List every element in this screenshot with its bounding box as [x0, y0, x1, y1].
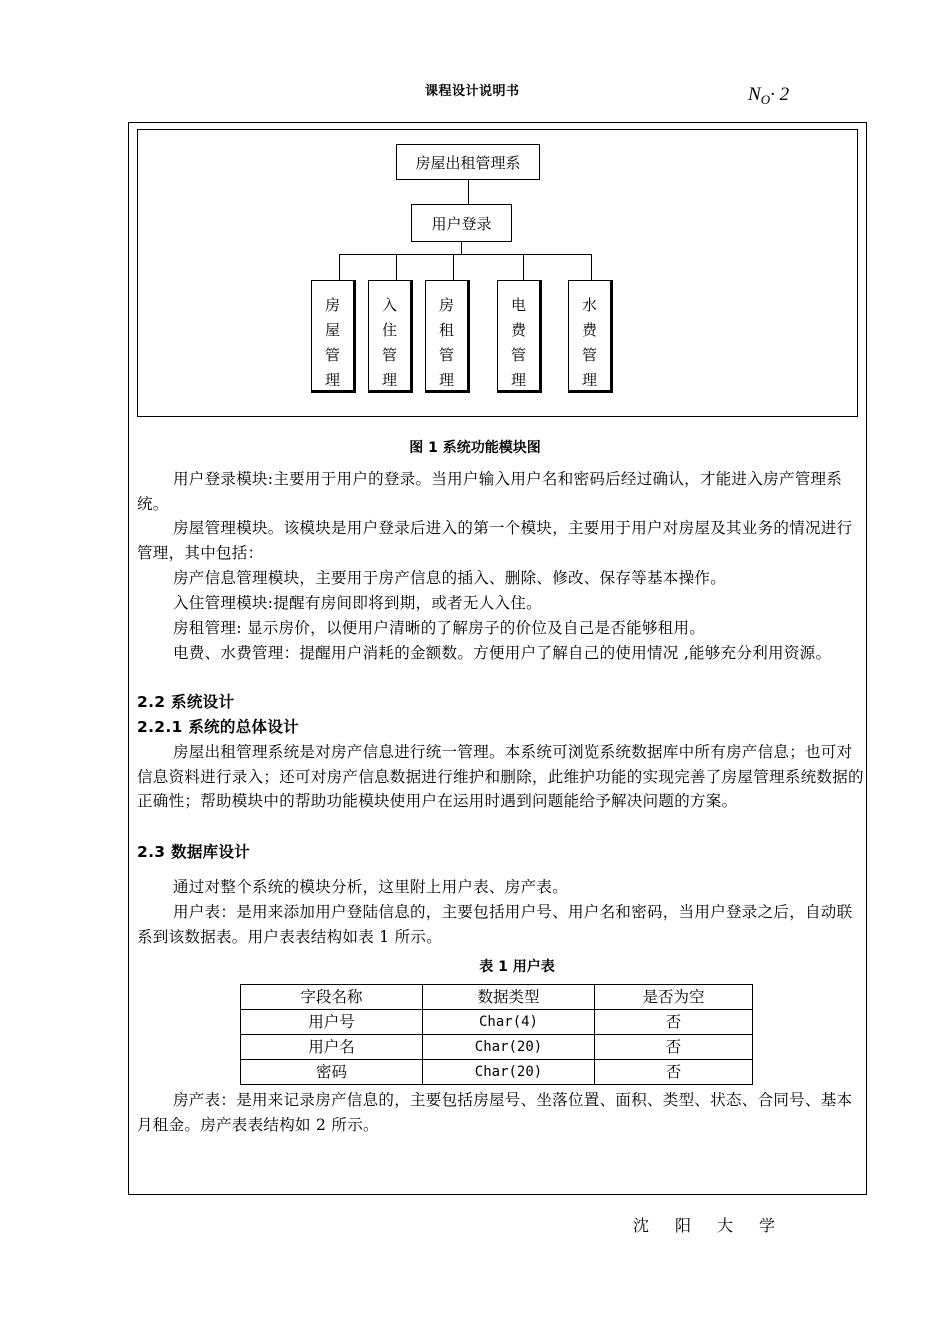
connector-line — [339, 254, 340, 280]
paragraph-house-module: 房屋管理模块。该模块是用户登录后进入的第一个模块，主要用于用户对房屋及其业务的情况进行管理，其中包括： — [137, 519, 853, 562]
diagram-root-label: 房屋出租管理系 — [415, 153, 521, 172]
module-char: 费 — [510, 321, 526, 339]
section-heading-2-2-1: 2.2.1 系统的总体设计 — [137, 718, 299, 736]
table-caption: 表 1 用户表 — [479, 959, 555, 975]
module-char: 理 — [324, 371, 340, 389]
connector-line — [468, 180, 469, 204]
paragraph-property-table: 房产表：是用来记录房产信息的，主要包括房屋号、坐落位置、面积、类型、状态、合同号、基本月租金。房产表表结构如 2 所示。 — [137, 1091, 853, 1134]
table-cell: 否 — [595, 1010, 753, 1035]
paragraph-login-module: 用户登录模块:主要用于用户的登录。当用户输入用户名和密码后经过确认，才能进入房产管理系统。 — [137, 470, 843, 513]
module-box-water — [568, 280, 613, 393]
module-char: 管 — [510, 346, 526, 364]
table-header-cell: 是否为空 — [595, 985, 753, 1010]
connector-line — [339, 254, 591, 255]
page-number-value: · 2 — [770, 84, 790, 105]
module-char: 管 — [381, 346, 397, 364]
section-heading-2-3: 2.3 数据库设计 — [137, 843, 251, 861]
table-header-cell: 数据类型 — [423, 985, 595, 1010]
module-char: 理 — [581, 371, 597, 389]
footer-university: 沈阳大学 — [633, 1216, 802, 1235]
page-number-sub: O — [760, 92, 771, 107]
module-char: 入 — [381, 296, 397, 314]
table-row — [241, 1010, 753, 1035]
module-box-electricity — [497, 280, 542, 393]
module-char: 理 — [510, 371, 526, 389]
user-table — [240, 984, 753, 1085]
module-box-checkin — [368, 280, 413, 393]
module-box-rent — [425, 280, 470, 393]
module-char: 管 — [438, 346, 454, 364]
diagram-login-box — [411, 204, 512, 242]
module-char: 房 — [324, 296, 340, 314]
table-cell: 用户号 — [241, 1010, 423, 1035]
paragraph-rent: 房租管理: 显示房价，以便用户清晰的了解房子的价位及自己是否能够租用。 — [173, 619, 706, 637]
module-char: 住 — [381, 321, 397, 339]
module-box-house — [311, 280, 356, 393]
table-row — [241, 1060, 753, 1085]
paragraph-db-intro: 通过对整个系统的模块分析，这里附上用户表、房产表。 — [173, 878, 569, 896]
module-char: 管 — [581, 346, 597, 364]
table-header-cell: 字段名称 — [241, 985, 423, 1010]
module-char: 理 — [381, 371, 397, 389]
page-number-label: N — [748, 84, 761, 105]
paragraph-checkin: 入住管理模块:提醒有房间即将到期，或者无人入住。 — [173, 594, 542, 612]
figure-caption: 图 1 系统功能模块图 — [409, 440, 541, 456]
table-cell: 密码 — [241, 1060, 423, 1085]
table-cell: 用户名 — [241, 1035, 423, 1060]
module-char: 水 — [581, 296, 597, 314]
connector-line — [396, 254, 397, 280]
module-char: 管 — [324, 346, 340, 364]
connector-line — [453, 254, 454, 280]
connector-line — [591, 254, 592, 280]
paragraph-overall-design: 房屋出租管理系统是对房产信息进行统一管理。本系统可浏览系统数据库中所有房产信息；也可对信息资料进行录入；还可对房产信息数据进行维护和删除，此维护功能的实现完善了房屋管理系统数据的正确性；帮助模块中的帮助功能模块使用户在运用时遇到问题能给予解决问题的方案。 — [137, 743, 864, 811]
paragraph-utilities: 电费、水费管理：提醒用户消耗的金额数。方便用户了解自己的使用情况 ,能够充分利用资源。 — [173, 644, 832, 662]
module-char: 电 — [510, 296, 526, 314]
paragraph-user-table: 用户表：是用来添加用户登陆信息的，主要包括用户号、用户名和密码，当用户登录之后，自动联系到该数据表。用户表表结构如表 1 所示。 — [137, 903, 853, 946]
page-number — [748, 84, 789, 108]
table-row — [241, 1035, 753, 1060]
header-title: 课程设计说明书 — [425, 84, 520, 99]
module-char: 房 — [438, 296, 454, 314]
diagram-login-label: 用户登录 — [431, 214, 492, 233]
diagram-root-box — [396, 144, 540, 180]
module-diagram — [137, 129, 858, 417]
module-char: 理 — [438, 371, 454, 389]
module-char: 费 — [581, 321, 597, 339]
table-cell: 否 — [595, 1035, 753, 1060]
paragraph-property-info: 房产信息管理模块，主要用于房产信息的插入、删除、修改、保存等基本操作。 — [173, 569, 727, 587]
table-cell: Char(20) — [423, 1035, 595, 1060]
section-heading-2-2: 2.2 系统设计 — [137, 693, 235, 711]
table-cell: 否 — [595, 1060, 753, 1085]
connector-line — [523, 254, 524, 280]
module-char: 租 — [438, 321, 454, 339]
table-header-row — [241, 985, 753, 1010]
table-cell: Char(20) — [423, 1060, 595, 1085]
module-char: 屋 — [324, 321, 340, 339]
table-cell: Char(4) — [423, 1010, 595, 1035]
